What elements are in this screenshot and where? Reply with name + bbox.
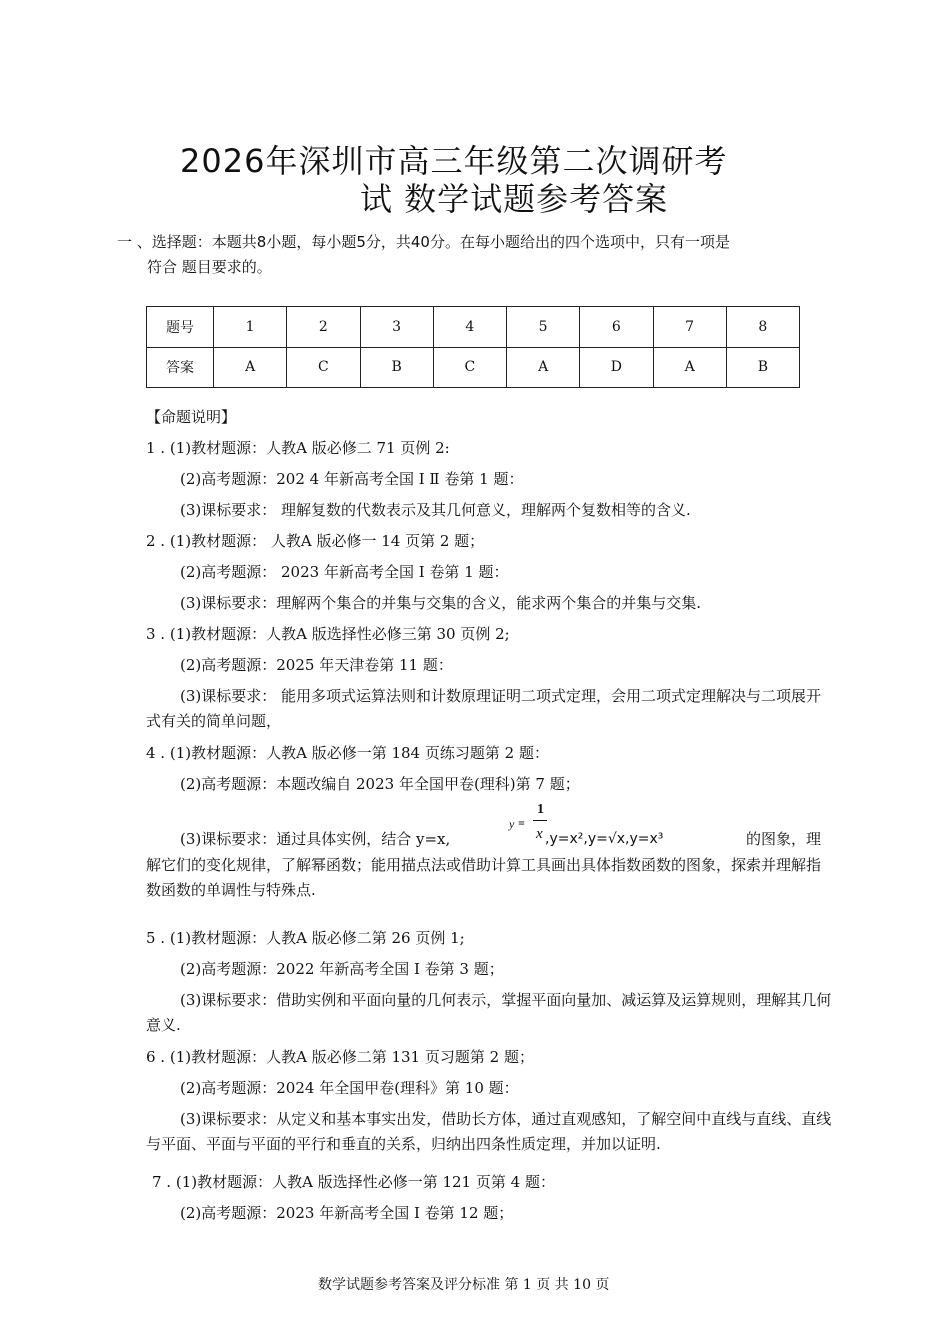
table-cell-number: 8 (726, 307, 799, 348)
q1-exam-source: (2)高考题源：202 4 年新高考全国 I Ⅱ 卷第 1 题： (180, 470, 524, 488)
page-footer: 数学试题参考答案及评分标准 第 1 页 共 10 页 (318, 1277, 610, 1293)
table-cell-answer: B (726, 347, 799, 388)
q2-curriculum-requirement: (3)课标要求：理解两个集合的并集与交集的含义，能求两个集合的并集与交集. (180, 594, 702, 612)
q1-textbook-source: 1 . (1)教材题源：人教A 版必修二 71 页例 2: (146, 439, 450, 457)
table-header-question-number: 题号 (147, 307, 214, 348)
q7-textbook-source: 7 . (1)教材题源：人教A 版选择性必修一第 121 页第 4 题： (152, 1173, 555, 1191)
q7-exam-source: (2)高考题源：2023 年新高考全国 I 卷第 12 题； (180, 1204, 514, 1222)
table-cell-answer: A (214, 347, 287, 388)
q4-textbook-source: 4 . (1)教材题源：人教A 版必修一第 184 页练习题第 2 题： (146, 744, 549, 762)
q3-exam-source: (2)高考题源：2025 年天津卷第 11 题： (180, 656, 453, 674)
table-row-numbers (147, 307, 800, 348)
table-header-answer: 答案 (147, 347, 214, 388)
table-cell-number: 2 (287, 307, 360, 348)
formula-equals: = (518, 816, 525, 830)
table-cell-answer: C (433, 347, 506, 388)
table-cell-answer: A (653, 347, 726, 388)
table-cell-number: 6 (580, 307, 653, 348)
q3-curriculum-requirement: (3)课标要求： 能用多项式运算法则和计数原理证明二项式定理，会用二项式定理解决与二项展开式有关的简单问题， (146, 687, 822, 730)
q4-curriculum-requirement: (3)课标要求：通过具体实例，结合 y=x, (180, 830, 451, 848)
section-heading: 一 、选择题：本题共8小题，每小题5分，共40分。在每小题给出的四个选项中，只有一项是 (117, 233, 730, 251)
power-functions-list: ,y=x²,y=√x,y=x³ (545, 831, 664, 847)
formula-numerator: 1 (537, 802, 544, 817)
q2-textbook-source: 2 . (1)教材题源： 人教A 版必修一 14 页第 2 题； (146, 532, 485, 550)
formula-denominator: x (536, 826, 543, 842)
table-cell-number: 5 (507, 307, 580, 348)
q6-exam-source: (2)高考题源：2024 年全国甲卷(理科》第 10 题： (180, 1079, 519, 1097)
q6-textbook-source: 6 . (1)教材题源：人教A 版必修二第 131 页习题第 2 题； (146, 1048, 534, 1066)
q6-curriculum-requirement: (3)课标要求：从定义和基本事实出发，借助长方体，通过直观感知，了解空间中直线与直线、直线与平面、平面与平面的平行和垂直的关系，归纳出四条性质定理，并加以证明. (146, 1110, 832, 1153)
document-title-line1: 2026年深圳市高三年级第二次调研考 (180, 142, 728, 180)
q1-curriculum-requirement: (3)课标要求： 理解复数的代数表示及其几何意义，理解两个复数相等的含义. (180, 501, 691, 519)
table-cell-number: 1 (214, 307, 287, 348)
q3-textbook-source: 3 . (1)教材题源：人教A 版选择性必修三第 30 页例 2; (146, 625, 510, 643)
q5-textbook-source: 5 . (1)教材题源：人教A 版必修二第 26 页例 1; (146, 929, 465, 947)
answer-table (146, 306, 800, 388)
fraction-bar (533, 820, 547, 821)
table-cell-number: 7 (653, 307, 726, 348)
document-title-line2: 试 数学试题参考答案 (360, 180, 669, 218)
notes-heading: 【命题说明】 (146, 408, 237, 426)
q4-exam-source: (2)高考题源：本题改编自 2023 年全国甲卷(理科)第 7 题； (180, 775, 580, 793)
q5-curriculum-requirement: (3)课标要求：借助实例和平面向量的几何表示，掌握平面向量加、减运算及运算规则，理解其几何意义. (146, 991, 832, 1034)
q5-exam-source: (2)高考题源：2022 年新高考全国 I 卷第 3 题； (180, 960, 504, 978)
table-cell-number: 3 (360, 307, 433, 348)
table-cell-answer: A (507, 347, 580, 388)
section-heading-continued: 符合 题目要求的。 (147, 258, 272, 276)
table-cell-answer: B (360, 347, 433, 388)
table-cell-number: 4 (433, 307, 506, 348)
q4-curriculum-continued: 解它们的变化规律，了解幂函数；能用描点法或借助计算工具画出具体指数函数的图象，探索并理解指数函数的单调性与特殊点. (146, 856, 822, 899)
q2-exam-source: (2)高考题源： 2023 年新高考全国 I 卷第 1 题： (180, 563, 509, 581)
table-cell-answer: D (580, 347, 653, 388)
q4-curriculum-suffix: 的图象，理 (746, 830, 822, 848)
table-row-answers (147, 347, 800, 388)
formula-y: y (509, 817, 515, 831)
table-cell-answer: C (287, 347, 360, 388)
